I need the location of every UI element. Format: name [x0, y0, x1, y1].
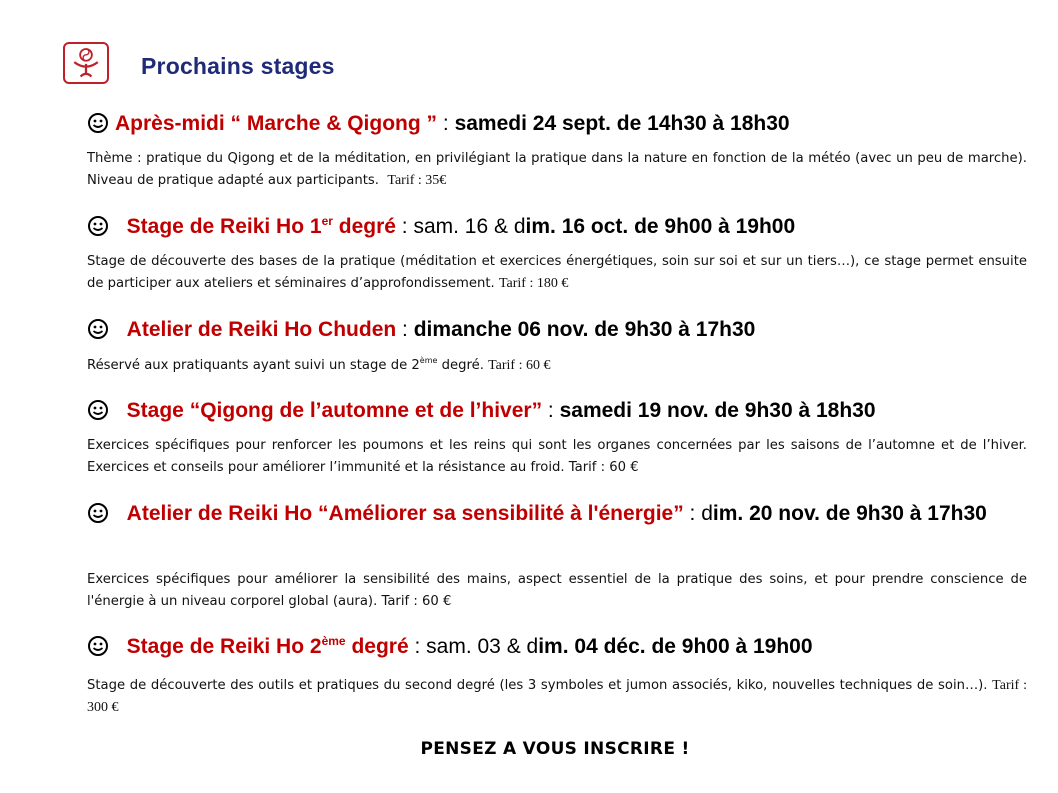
event-name: Après-midi “ Marche & Qigong ”: [115, 112, 438, 135]
event-heading-6: [87, 633, 1032, 661]
footer-reminder: PENSEZ A VOUS INSCRIRE !: [420, 739, 690, 759]
event-name: Atelier de Reiki Ho Chuden: [126, 318, 397, 341]
event-name: Stage “Qigong de l’automne et de l’hiver”: [126, 399, 543, 422]
event-description-text: Thème : pratique du Qigong et de la méditation, en privilégiant la pratique dans la nature en fonction de la météo (avec un peu de marche). Niveau de pratique adapté aux participants.: [87, 151, 1027, 188]
smiley-icon: [87, 318, 109, 340]
event-name-part: degré: [332, 215, 396, 238]
event-tarif: Tarif : 180 €: [498, 276, 569, 291]
event-name: [127, 215, 396, 238]
smiley-icon: [87, 635, 109, 657]
event-date-prefix: d: [701, 502, 713, 525]
event-name-part: Stage de Reiki Ho 1: [126, 215, 322, 238]
event-description-sup: ème: [419, 356, 438, 365]
event-date: samedi 24 sept. de 14h30 à 18h30: [454, 112, 790, 135]
smiley-icon: [87, 112, 109, 134]
event-separator: :: [408, 635, 427, 658]
event-description-text: Exercices spécifiques pour améliorer la sensibilité des mains, aspect essentiel de la pratique des soins, et pour prendre conscience de l'énergie à un niveau corporel global (aura). Tarif : 60 €: [87, 572, 1027, 609]
event-name: [127, 635, 409, 658]
event-name: Atelier de Reiki Ho “Améliorer sa sensibilité à l'énergie”: [126, 502, 684, 525]
page-title: Prochains stages: [141, 53, 335, 79]
event-date-prefix: sam. 03 & d: [426, 635, 539, 658]
logo: [63, 42, 109, 84]
event-description-5: [87, 569, 1027, 613]
smiley-icon: [87, 399, 109, 421]
event-date: im. 20 nov. de 9h30 à 17h30: [712, 502, 987, 525]
event-description-text: Stage de découverte des outils et pratiques du second degré (les 3 symboles et jumon associés, kiko, nouvelles techniques de soin…).: [87, 678, 988, 693]
event-description-3: [87, 355, 1027, 377]
event-separator: :: [437, 112, 455, 135]
event-description-4: [87, 435, 1027, 479]
event-date: dimanche 06 nov. de 9h30 à 17h30: [413, 318, 756, 341]
event-name-sup: er: [321, 214, 333, 228]
event-description-6: [87, 675, 1027, 719]
event-heading-4: [87, 397, 1032, 425]
event-separator: :: [395, 215, 414, 238]
event-description-text: degré.: [437, 358, 484, 373]
event-separator: :: [683, 502, 702, 525]
event-date: samedi 19 nov. de 9h30 à 18h30: [559, 399, 876, 422]
event-description-text: Réservé aux pratiquants ayant suivi un stage de 2: [87, 358, 420, 373]
event-name-part: degré: [345, 635, 409, 658]
event-name-part: Stage de Reiki Ho 2: [126, 635, 322, 658]
event-tarif: Tarif : 300 €: [87, 678, 1027, 715]
event-heading-5: [87, 498, 1032, 530]
event-description-text: Exercices spécifiques pour renforcer les poumons et les reins qui sont les organes concernées par les saisons de l’automne et de l’hiver. Exercices et conseils pour améliorer l’immunité et la résistance au froid. Tarif : 60 €: [87, 438, 1027, 475]
event-date-prefix: sam. 16 & d: [413, 215, 526, 238]
event-description-2: [87, 251, 1027, 295]
event-separator: :: [396, 318, 414, 341]
event-description-text: Stage de découverte des bases de la pratique (méditation et exercices énergétiques, soin sur soi et sur un tiers…), ce stage permet ensuite de participer aux ateliers et séminaires d’approfondissement.: [87, 254, 1027, 291]
event-date: im. 16 oct. de 9h00 à 19h00: [525, 215, 796, 238]
event-heading-3: [87, 316, 1032, 344]
event-tarif: Tarif : 35€: [387, 173, 447, 188]
event-description-1: [87, 148, 1027, 192]
event-tarif: Tarif : 60 €: [488, 358, 551, 373]
event-separator: :: [542, 399, 560, 422]
event-heading-1: [87, 110, 1032, 138]
logo-figure-icon: [65, 44, 107, 82]
smiley-icon: [87, 215, 109, 237]
smiley-icon: [87, 502, 109, 524]
event-name-sup: ème: [321, 634, 346, 648]
event-date: im. 04 déc. de 9h00 à 19h00: [538, 635, 813, 658]
event-heading-2: [87, 213, 1032, 241]
